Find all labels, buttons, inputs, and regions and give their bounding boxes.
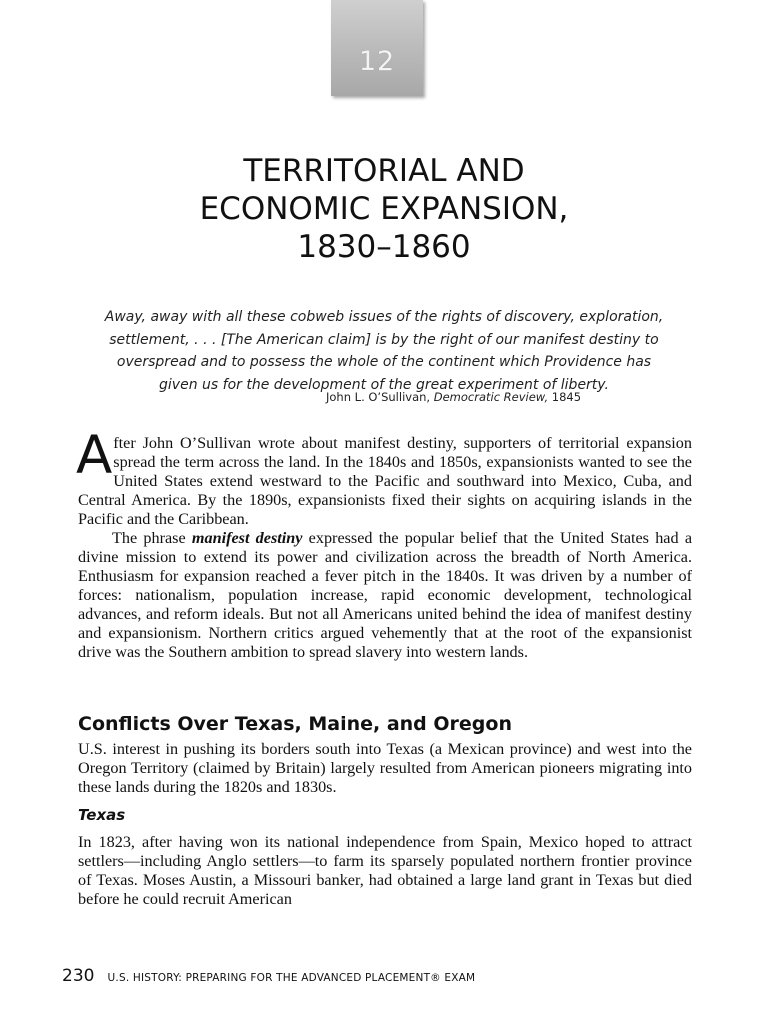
epigraph-line-3: overspread and to possess the whole of the continent which Providence has <box>116 354 652 370</box>
chapter-title-line-3: 1830–1860 <box>297 229 471 265</box>
intro-paragraph-1 <box>76 425 692 529</box>
chapter-title <box>0 152 768 266</box>
subsection-heading: Texas <box>78 806 126 824</box>
intro-paragraph-2 <box>78 529 692 662</box>
subsection-paragraph: In 1823, after having won its national independence from Spain, Mexico hoped to attract settlers—including Anglo settlers—to farm its sparsely populated northern frontier province of Texas. Moses Austin, a Missouri banker, had obtained a large land grant in Texas but died before he could recruit American <box>78 833 692 908</box>
chapter-title-line-2: ECONOMIC EXPANSION, <box>199 191 569 227</box>
epigraph-line-4: given us for the development of the great experiment of liberty. <box>159 376 609 393</box>
manifest-destiny-term: manifest destiny <box>191 529 303 547</box>
chapter-number: 12 <box>358 46 396 77</box>
attribution-source: Democratic Review, <box>433 390 549 404</box>
epigraph-line-1: Away, away with all these cobweb issues of the rights of discovery, exploration, <box>104 309 664 325</box>
epigraph-line-2: settlement, . . . [The American claim] is by the right of our manifest destiny to <box>109 331 659 348</box>
section-paragraph: U.S. interest in pushing its borders south into Texas (a Mexican province) and west into the Oregon Territory (claimed by Britain) largely resulted from American pioneers migrating into these lands during the 1820s and 1830s. <box>78 740 692 796</box>
section-heading: Conflicts Over Texas, Maine, and Oregon <box>78 713 512 735</box>
attribution-year: 1845 <box>551 390 582 404</box>
epigraph-quote <box>70 306 698 396</box>
running-title: U.S. HISTORY: PREPARING FOR THE ADVANCED PLACEMENT® EXAM <box>107 972 476 984</box>
chapter-title-line-1: TERRITORIAL AND <box>243 153 525 189</box>
intro-section <box>76 425 693 662</box>
intro-paragraph-1-text: fter John O’Sullivan wrote about manifest destiny, supporters of territorial expansion spread the term across the land. In the 1840s and 1850s, expansionists wanted to see the United States extend westward to the Pacific and southward into Mexico, Cuba, and Central America. By the 1890s, expansionists fixed their sights on acquiring islands in the Pacific and the Caribbean. <box>78 434 692 528</box>
attribution-author: John L. O’Sullivan, <box>326 390 431 404</box>
epigraph-attribution <box>326 390 581 404</box>
page-footer <box>62 966 475 986</box>
chapter-number-tab <box>331 0 423 96</box>
drop-cap: A <box>76 425 113 486</box>
page-number: 230 <box>62 966 95 986</box>
intro-paragraph-2-text: expressed the popular belief that the United States had a divine mission to extend its power and civilization across the breadth of North America. Enthusiasm for expansion reached a fever pitch in the 1840s. It was driven by a number of forces: nationalism, population increase, rapid economic development, technological advances, and reform ideals. But not all Americans united behind the idea of manifest destiny and expansionism. Northern critics argued vehemently that at the root of the expansionist drive was the Southern ambition to spread slavery into western lands. <box>78 529 693 661</box>
intro-paragraph-2-start: The phrase <box>112 529 192 547</box>
